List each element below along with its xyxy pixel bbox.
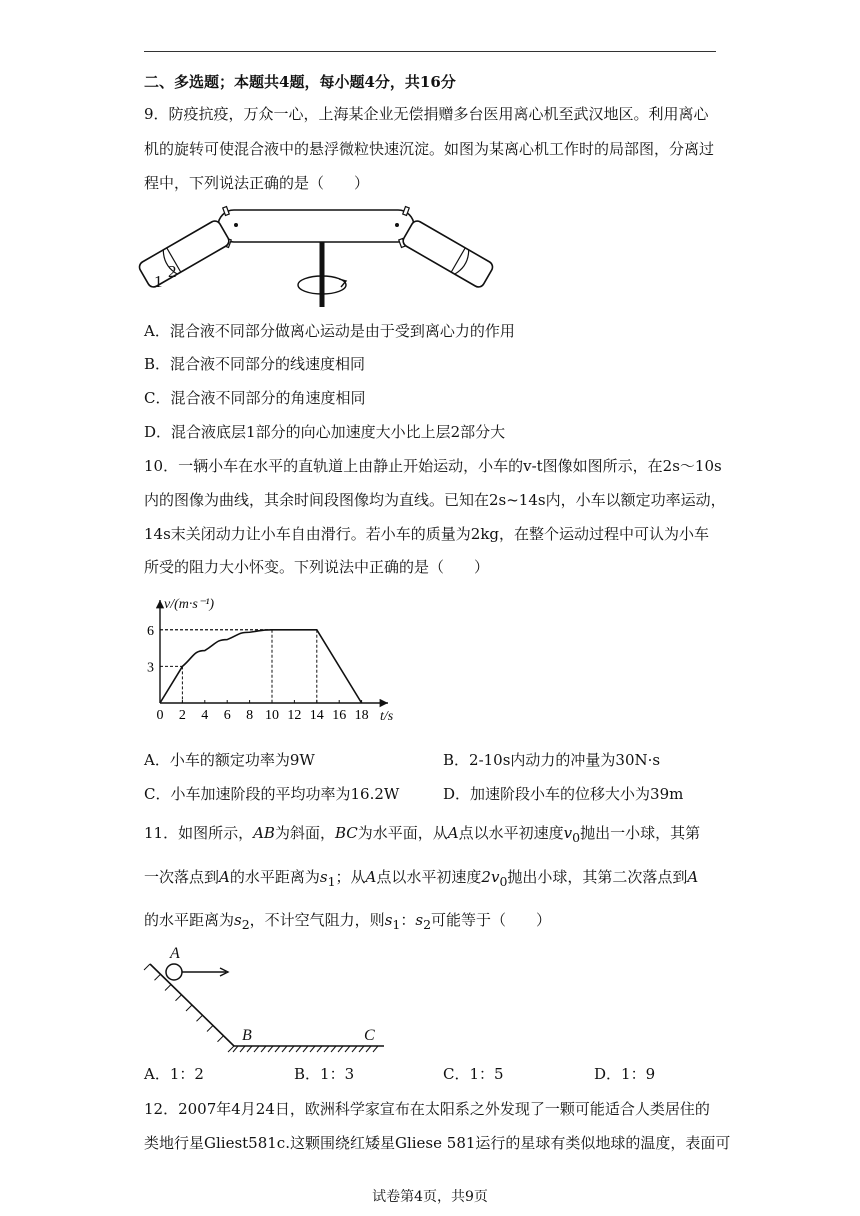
- floor-hatch: [310, 1046, 315, 1052]
- x-tick-label: 10: [265, 708, 279, 723]
- q9-option-c: C．混合液不同部分的角速度相同: [144, 389, 366, 407]
- floor-hatch: [345, 1046, 350, 1052]
- q12-line-1: 12．2007年4月24日，欧洲科学家宣布在太阳系之外发现了一颗可能适合人类居住的: [144, 1100, 710, 1118]
- floor-hatch: [359, 1046, 364, 1052]
- x-axis-label: t/s: [380, 709, 394, 724]
- x-tick-label: 0: [156, 708, 164, 723]
- q10-option-b: B．2-10s内动力的冲量为30N·s: [443, 751, 661, 769]
- incline-hatch: [165, 985, 171, 991]
- q9-option-d: D．混合液底层1部分的向心加速度大小比上层2部分大: [144, 423, 506, 441]
- q10-line-4: 所受的阻力大小怀变。下列说法中正确的是（ ）: [144, 558, 490, 576]
- x-tick-label: 12: [287, 708, 302, 723]
- vt-chart: [140, 590, 410, 730]
- x-tick-label: 18: [354, 708, 369, 723]
- floor-hatch: [282, 1046, 287, 1052]
- incline-hatch: [144, 964, 150, 970]
- floor-hatch: [268, 1046, 273, 1052]
- incline-hatch: [197, 1015, 203, 1021]
- floor-hatch: [303, 1046, 308, 1052]
- centrifuge-figure: [140, 205, 510, 310]
- floor-hatch: [296, 1046, 301, 1052]
- incline-hatch: [218, 1036, 224, 1042]
- point-a-label: A: [170, 945, 180, 962]
- x-tick-label: 6: [223, 708, 231, 723]
- q10-option-c: C．小车加速阶段的平均功率为16.2W: [144, 785, 400, 803]
- q10-line-1: 10．一辆小车在水平的直轨道上由静止开始运动，小车的v-t图像如图所示，在2s～10s: [144, 457, 722, 475]
- floor-hatch: [275, 1046, 280, 1052]
- q11-option-c: C．1：5: [443, 1065, 504, 1083]
- x-tick-label: 14: [309, 708, 324, 723]
- q11-option-a: A．1：2: [144, 1065, 204, 1083]
- vt-series-line: [160, 630, 362, 703]
- point-b-label: B: [242, 1027, 252, 1044]
- floor-hatch: [338, 1046, 343, 1052]
- top-rule: [144, 51, 716, 52]
- floor-hatch: [240, 1046, 245, 1052]
- q10-line-2: 内的图像为曲线，其余时间段图像均为直线。已知在2s~14s内，小车以额定功率运动，: [144, 491, 726, 509]
- point-c-label: C: [364, 1027, 375, 1044]
- q9-line-3: 程中，下列说法正确的是（ ）: [144, 174, 370, 192]
- incline-hatch: [186, 1005, 192, 1011]
- y-axis-label: v/(m·s⁻¹): [164, 597, 215, 612]
- q9-option-b: B．混合液不同部分的线速度相同: [144, 355, 366, 373]
- incline-hatch: [207, 1026, 213, 1032]
- x-tick-label: 16: [332, 708, 347, 723]
- q12-line-2: 类地行星Gliest581c.这颗围绕红矮星Gliese 581运行的星球有类似地球的温度，表面可: [144, 1134, 731, 1152]
- tube-label-1: 1: [154, 272, 163, 291]
- y-tick-label: 3: [147, 660, 154, 676]
- floor-hatch: [254, 1046, 259, 1052]
- q10-option-a: A．小车的额定功率为9W: [144, 751, 315, 769]
- section-title: 二、多选题；本题共4题，每小题4分，共16分: [144, 73, 456, 91]
- floor-hatch: [366, 1046, 371, 1052]
- q11-line-3: 的水平距离为$s_2$，不计空气阻力，则$s_1$：$s_2$可能等于（ ）: [144, 911, 552, 932]
- q11-option-d: D．1：9: [594, 1065, 656, 1083]
- incline-hatch: [155, 974, 161, 980]
- incline-hatch: [176, 995, 182, 1001]
- q10-option-d: D．加速阶段小车的位移大小为39m: [443, 785, 684, 803]
- x-tick-label: 2: [178, 708, 186, 723]
- q11-line-1: 11．如图所示，AB为斜面，BC为水平面，从A点以水平初速度$v_0$抛出一小球，其第: [144, 824, 701, 845]
- floor-hatch: [261, 1046, 266, 1052]
- q11-line-2: 一次落点到A的水平距离为$s_1$；从A点以水平初速度$2v_0$抛出小球，其第二次落点到A: [144, 868, 699, 889]
- y-tick-label: 6: [147, 623, 154, 639]
- tube-label-2: 2: [168, 262, 177, 281]
- x-tick-label: 8: [246, 708, 254, 723]
- q9-line-1: 9．防疫抗疫，万众一心，上海某企业无偿捐赠多台医用离心机至武汉地区。利用离心: [144, 105, 709, 123]
- page-footer: 试卷第4页，共9页: [372, 1189, 488, 1205]
- incline-figure: [140, 942, 390, 1057]
- q10-line-3: 14s末关闭动力让小车自由滑行。若小车的质量为2kg，在整个运动过程中可认为小车: [144, 525, 710, 543]
- ball: [166, 964, 182, 980]
- q9-line-2: 机的旋转可使混合液中的悬浮微粒快速沉淀。如图为某离心机工作时的局部图，分离过: [144, 140, 715, 158]
- floor-hatch: [331, 1046, 336, 1052]
- floor-hatch: [324, 1046, 329, 1052]
- floor-hatch: [373, 1046, 378, 1052]
- floor-hatch: [317, 1046, 322, 1052]
- x-tick-label: 4: [201, 708, 209, 723]
- floor-hatch: [289, 1046, 294, 1052]
- q11-option-b: B．1：3: [294, 1065, 355, 1083]
- q9-option-a: A．混合液不同部分做离心运动是由于受到离心力的作用: [144, 322, 515, 340]
- floor-hatch: [352, 1046, 357, 1052]
- floor-hatch: [247, 1046, 252, 1052]
